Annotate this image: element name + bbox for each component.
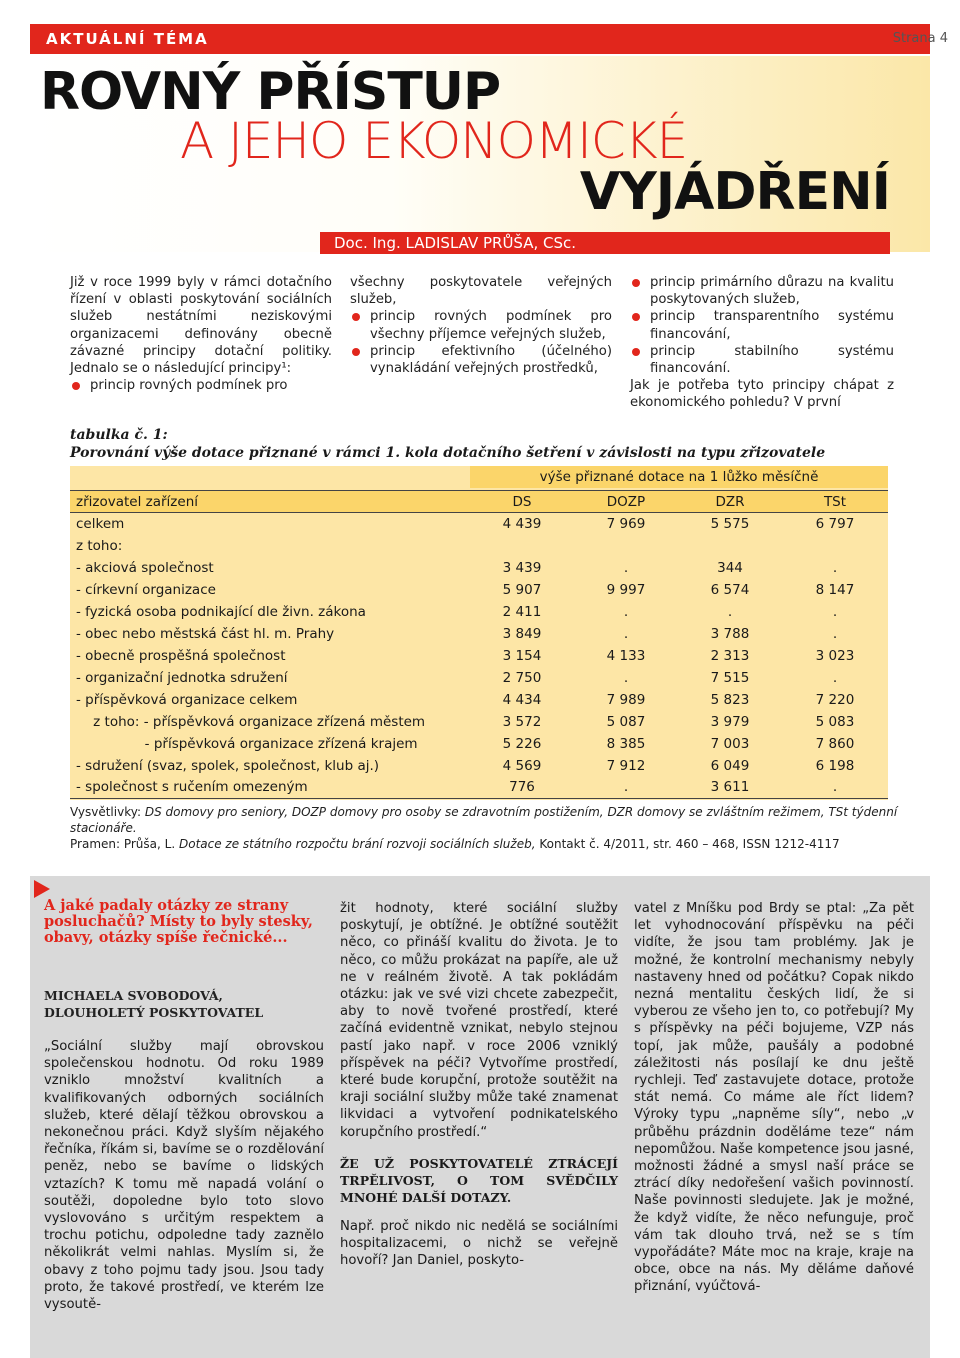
table-row bbox=[70, 667, 888, 689]
table-cell-dzr: 5 575 bbox=[710, 515, 750, 532]
source-details: Kontakt č. 4/2011, str. 460 – 468, ISSN 1212-4117 bbox=[539, 837, 840, 851]
discussion-paragraph: Např. proč nikdo nic nedělá se sociálními hospitalizacemi, o nichž se veřejně hovoří? Jan Daniel, poskyto- bbox=[340, 1218, 618, 1269]
table-row bbox=[70, 601, 888, 623]
table-cell-ds: 3 849 bbox=[502, 625, 542, 642]
intro-paragraph: Již v roce 1999 byly v rámci dotačního řízení v oblasti poskytování sociálních služeb nestátními neziskovými organizacemi definovány obecně závazné principy dotační politiky. Jednalo se o následující principy¹: bbox=[70, 275, 332, 377]
principles-list-1 bbox=[70, 377, 332, 394]
row-label: celkem bbox=[76, 515, 125, 532]
table-cell-ds: 5 907 bbox=[502, 581, 542, 598]
discussion-paragraph: žit hodnoty, které sociální služby poskytují, je obtížné. Je obtížné soutěžit něco, co přináší kvalitu do života. Je to něco, co můžu prokázat na papíře, ale už ne v reálném životě. A tak pokládám otázku: jak ve své vizi chcete zabezpečit, aby to nově tvořené prostředí, které začíná evidentně vznikat, nebylo stejnou pastí jako např. v roce 2006 vzniklý příspěvek na péči? Vytvoříme prostředí, které bude korupční, protože soutěžit na kraji sociální služby může také znamenat likvidaci a vytvoření podnikatelského korupčního prostředí.“ bbox=[340, 901, 618, 1140]
table-cell-tst: . bbox=[832, 669, 838, 686]
table-cell-dzr: 344 bbox=[717, 559, 743, 576]
column-header: DS bbox=[470, 491, 574, 513]
principle-item: princip transparentního systému financování, bbox=[630, 308, 894, 342]
discussion-column-3: vatel z Mníšku pod Brdy se ptal: „Za pět let vyhodnocování příspěvku na péči vidíte, že jsou tam problémy. Jak je možné, že kontrolní mechanismy nebyly nastaveny hned od počátku? Copak nikdo nezná mentalitu českých lidí, že si vyberou ze všeho jen to, co potřebují? My s příspěvky na péči bojujeme, VZP nás topí, jak může, paušály a podobné záležitosti nás posílají ke dnu ještě rychleji. Teď zastavujete dotace, protože stát nemá. Co máme ale říct lidem? Výroky typu „napněme síly“, nebo „v průběhu prázdnin doděláme teze“ nám nepomůžou. Naše kompetence jsou jasné, možnosti žádné a smysl naší práce se ztrácí díky nedořešení vašich povinností. Naše povinnosti sledujete. Jak je možné, že když vidíte, že něco nefunguje, proč vám tak dlouho trvá, než se s tím vypořádáte? Máte moc na kraje, kraje na obce, obce na nás. My děláme daňové přiznání, vyúčtová- bbox=[634, 901, 914, 1295]
table-row bbox=[70, 513, 888, 535]
table-cell-dzr: 7 003 bbox=[710, 735, 750, 752]
page-number: Strana 4 bbox=[892, 31, 948, 46]
table-cell-dzr: 6 049 bbox=[710, 757, 750, 774]
row-label: - akciová společnost bbox=[76, 559, 214, 576]
table-cell-dozp: 9 997 bbox=[606, 581, 646, 598]
notes-label: Vysvětlivky: bbox=[70, 805, 141, 819]
table-cell-tst: 8 147 bbox=[815, 581, 855, 598]
discussion-subheading: ŽE UŽ POSKYTOVATELÉ ZTRÁCEJÍ TRPĚLIVOST, O TOM SVĚDČILY MNOHÉ DALŠÍ DOTAZY. bbox=[340, 1155, 618, 1205]
table-cell-dzr: 3 979 bbox=[710, 713, 750, 730]
discussion-heading: A jaké padaly otázky ze strany posluchačů? Místy to byly stesky, obavy, otázky spíše řečnické... bbox=[44, 897, 313, 946]
principle-item: princip stabilního systému financování. bbox=[630, 343, 894, 377]
table-cell-dozp: . bbox=[574, 777, 678, 799]
arrow-right-icon bbox=[34, 880, 50, 898]
table-row bbox=[70, 733, 888, 755]
table-cell-dzr: 2 313 bbox=[710, 647, 750, 664]
table-cell-dozp: . bbox=[623, 559, 629, 576]
column-header: TSt bbox=[782, 491, 888, 513]
source-label: Pramen: Průša, L. bbox=[70, 837, 176, 851]
table-cell-ds: 4 434 bbox=[502, 691, 542, 708]
table-cell-dozp: . bbox=[623, 603, 629, 620]
table-cell-tst: 6 797 bbox=[815, 515, 855, 532]
article-title-line2: A JEHO EKONOMICKÉ bbox=[180, 112, 688, 170]
speaker-name: MICHAELA SVOBODOVÁ, DLOUHOLETÝ POSKYTOVATEL bbox=[44, 988, 264, 1020]
article-title-line3: VYJÁDŘENÍ bbox=[579, 162, 890, 222]
table-row bbox=[70, 579, 888, 601]
table-row bbox=[70, 711, 888, 733]
table-cell-dozp bbox=[574, 535, 678, 557]
author-bar bbox=[320, 232, 890, 254]
subsidy-table bbox=[70, 490, 888, 799]
table-cell-dzr: 3 611 bbox=[678, 777, 782, 799]
table-cell-tst: 5 083 bbox=[815, 713, 855, 730]
table-cell-dozp: 7 912 bbox=[606, 757, 646, 774]
table-cell-ds: 5 226 bbox=[502, 735, 542, 752]
table-cell-tst: . bbox=[832, 603, 838, 620]
source-title: Dotace ze státního rozpočtu brání rozvoji sociálních služeb, bbox=[178, 837, 536, 851]
table-cell-dozp: 5 087 bbox=[606, 713, 646, 730]
table-row bbox=[70, 645, 888, 667]
table-row bbox=[70, 777, 888, 799]
notes-text: DS domovy pro seniory, DOZP domovy pro osoby se zdravotním postižením, DZR domovy se zvláštním režimem, TSt týdenní stacionáře. bbox=[70, 805, 898, 835]
section-tag bbox=[30, 24, 930, 54]
row-label: - obecně prospěšná společnost bbox=[76, 647, 286, 664]
table-cell-ds: 776 bbox=[470, 777, 574, 799]
table-cell-tst: . bbox=[832, 559, 838, 576]
principle-item: princip efektivního (účelného) vynakládání veřejných prostředků, bbox=[350, 343, 612, 377]
table-cell-dozp: . bbox=[623, 625, 629, 642]
table-group-header: výše přiznané dotace na 1 lůžko měsíčně bbox=[470, 466, 888, 488]
principle-item: princip rovných podmínek pro všechny příjemce veřejných služeb, bbox=[350, 308, 612, 342]
table-cell-tst: 6 198 bbox=[815, 757, 855, 774]
principle-item: princip rovných podmínek pro bbox=[70, 377, 332, 394]
table-notes bbox=[70, 804, 900, 852]
table-row bbox=[70, 623, 888, 645]
column-header: DZR bbox=[678, 491, 782, 513]
table-cell-tst bbox=[782, 535, 888, 557]
principles-list-2 bbox=[350, 308, 612, 377]
row-label: - obec nebo městská část hl. m. Prahy bbox=[76, 625, 335, 642]
section-tag-label: AKTUÁLNÍ TÉMA bbox=[46, 30, 209, 48]
intro-column-1 bbox=[70, 274, 332, 394]
column-header: DOZP bbox=[574, 491, 678, 513]
intro-column-3 bbox=[630, 274, 894, 412]
table-cell-tst: 7 220 bbox=[815, 691, 855, 708]
row-label: - společnost s ručením omezeným bbox=[70, 777, 470, 799]
table-cell-dzr: 3 788 bbox=[710, 625, 750, 642]
intro-paragraph: Jak je potřeba tyto principy chápat z ekonomického pohledu? V první bbox=[630, 378, 894, 411]
table-cell-ds: 2 750 bbox=[502, 669, 542, 686]
table-cell-dozp: 7 969 bbox=[606, 515, 646, 532]
table-cell-ds bbox=[470, 535, 574, 557]
row-label: - sdružení (svaz, spolek, společnost, klub aj.) bbox=[76, 757, 380, 774]
table-header-row bbox=[70, 491, 888, 513]
row-label: z toho: bbox=[76, 537, 123, 554]
table-cell-ds: 3 439 bbox=[502, 559, 542, 576]
table-cell-ds: 2 411 bbox=[502, 603, 542, 620]
table-cell-dozp: 4 133 bbox=[606, 647, 646, 664]
author-name: Doc. Ing. LADISLAV PRŮŠA, CSc. bbox=[334, 234, 577, 252]
table-row bbox=[70, 557, 888, 579]
table-row bbox=[70, 535, 888, 557]
discussion-column-1: „Sociální služby mají obrovskou společenskou hodnotu. Od roku 1989 vzniklo množství kvalitních a kvalifikovaných odborných sociálních služeb, které dělají těžkou obrovskou a nekonečnou práci. Když slyším nějakého řečníka, říkám si, bavíme se o rozdělování peněz, nebo se bavíme o lidských vztazích? K tomu mě napadá volání o soutěži, dopoledne bylo toto slovo vyslovováno s určitým respektem a trochu potichu, odpoledne tady zaznělo několikrát velmi nahlas. Myslím si, že obavy z toho pojmu tady jsou. Jsou tady proto, že takové prostředí, ve kterém lze vysoutě- bbox=[44, 1039, 324, 1313]
principles-list-3 bbox=[630, 274, 894, 377]
column-header: zřizovatel zařízení bbox=[70, 491, 470, 513]
table-cell-dzr: . bbox=[727, 603, 733, 620]
article-title-line1: ROVNÝ PŘÍSTUP bbox=[40, 62, 501, 122]
intro-column-2 bbox=[350, 274, 612, 377]
intro-paragraph: všechny poskytovatele veřejných služeb, bbox=[350, 275, 612, 308]
row-label: - příspěvková organizace zřízená krajem bbox=[76, 735, 418, 752]
table-cell-dozp: 8 385 bbox=[606, 735, 646, 752]
table-title: Porovnání výše dotace přiznané v rámci 1. kola dotačního šetření v závislosti na typu zřizovatele bbox=[70, 445, 826, 461]
table-cell-ds: 3 154 bbox=[502, 647, 542, 664]
table-cell-dzr: 7 515 bbox=[710, 669, 750, 686]
table-row bbox=[70, 689, 888, 711]
table-caption bbox=[70, 426, 890, 462]
row-label: - organizační jednotka sdružení bbox=[76, 669, 288, 686]
table-cell-dozp: . bbox=[623, 669, 629, 686]
table-cell-dzr: 5 823 bbox=[710, 691, 750, 708]
table-row bbox=[70, 755, 888, 777]
table-cell-dzr bbox=[678, 535, 782, 557]
table-cell-tst: 7 860 bbox=[815, 735, 855, 752]
table-cell-tst: 3 023 bbox=[815, 647, 855, 664]
table-body bbox=[70, 513, 888, 799]
table-number: tabulka č. 1: bbox=[70, 427, 168, 443]
discussion-column-2 bbox=[340, 900, 618, 1269]
row-label: - fyzická osoba podnikající dle živn. zákona bbox=[76, 603, 366, 620]
row-label: z toho: - příspěvková organizace zřízená městem bbox=[76, 713, 426, 730]
principle-item: princip primárního důrazu na kvalitu poskytovaných služeb, bbox=[630, 274, 894, 308]
row-label: - církevní organizace bbox=[76, 581, 216, 598]
table-cell-ds: 4 569 bbox=[502, 757, 542, 774]
table-cell-dozp: 7 989 bbox=[606, 691, 646, 708]
table-cell-ds: 3 572 bbox=[502, 713, 542, 730]
table-cell-dzr: 6 574 bbox=[710, 581, 750, 598]
row-label: - příspěvková organizace celkem bbox=[76, 691, 298, 708]
table-cell-tst: . bbox=[832, 625, 838, 642]
table-cell-ds: 4 439 bbox=[502, 515, 542, 532]
table-cell-tst: . bbox=[782, 777, 888, 799]
